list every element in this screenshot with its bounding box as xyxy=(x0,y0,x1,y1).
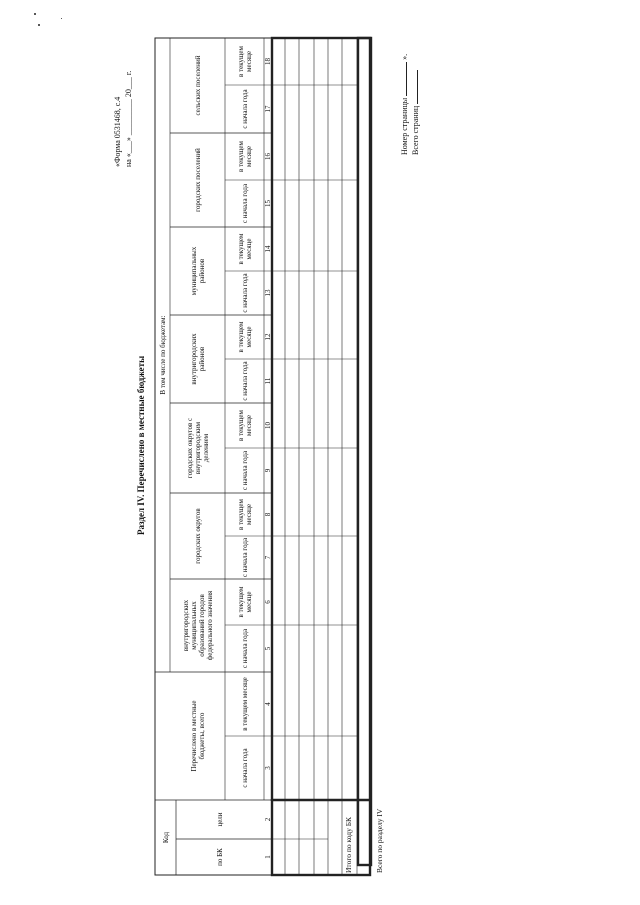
column-number: 15 xyxy=(264,200,272,207)
header-kod: Код xyxy=(161,831,170,844)
subheader-start-3: с начала года xyxy=(240,748,249,788)
column-number: 6 xyxy=(264,600,272,604)
group-header-selskikh-poselenii: сельских поселений xyxy=(193,55,202,116)
page-total-line xyxy=(411,70,420,155)
subheader-start-7: с начала года xyxy=(240,537,249,578)
subheader-start-13: с начала года xyxy=(240,273,249,313)
column-number: 3 xyxy=(264,766,272,770)
group-header-vnutrigorodskikh-raionov: внутригородских районов xyxy=(189,333,206,385)
column-number: 7 xyxy=(264,555,272,560)
subheader-start-15: с начала года xyxy=(240,183,249,224)
subheader-month-14: в текущем месяце xyxy=(236,233,253,265)
subheader-month-8: в текущем месяце xyxy=(236,499,253,530)
subheader-month-12: в текущем месяце xyxy=(236,321,253,353)
header-v-tom-chisle: В том числе по бюджетам: xyxy=(158,315,167,395)
header-tseli: цели xyxy=(216,812,224,827)
column-number: 1 xyxy=(264,855,272,859)
group-header-go-s-delenием: городских округов с внутригородским делением xyxy=(185,417,210,479)
group-header-munitsipalnykh-raionov: муниципальных районов xyxy=(189,246,206,296)
group-header-gorodskikh-poselenii: городских поселений xyxy=(193,148,202,212)
column-number: 2 xyxy=(264,817,272,822)
column-number: 14 xyxy=(264,245,272,253)
column-number: 9 xyxy=(264,468,272,473)
subheader-start-11: с начала года xyxy=(240,361,249,401)
page-total-label: Всего страниц xyxy=(411,105,420,155)
subheader-start-17: с начала года xyxy=(240,89,249,129)
column-number: 18 xyxy=(264,58,272,65)
column-number: 4 xyxy=(264,702,272,706)
page-number-label: Номер страницы xyxy=(400,97,409,155)
row-vsego-po-razdelu: Всего по разделу IV xyxy=(375,808,384,873)
report-date-line: на «___» _________ 20___ г. xyxy=(124,70,133,167)
row-itogo-po-kodu-bk: Итого по коду БК xyxy=(344,816,353,873)
page-number-line xyxy=(400,54,409,155)
header-po-bk: по БК xyxy=(216,848,224,866)
subheader-start-5: с начала года xyxy=(240,628,249,669)
subheader-month-6: в текущем месяце xyxy=(236,586,253,618)
form-code: «Форма 0531468, с.4 xyxy=(113,96,122,167)
subheader-month-10: в текущем месяце xyxy=(236,410,253,441)
header-total: Перечислено в местные бюджеты, всего xyxy=(189,700,206,772)
column-number: 11 xyxy=(264,377,272,385)
subheader-start-9: с начала года xyxy=(240,450,249,491)
subheader-month-18: в текущем месяце xyxy=(236,46,253,77)
column-number: 17 xyxy=(264,105,272,113)
column-number: 10 xyxy=(264,422,272,429)
column-number: 5 xyxy=(264,646,272,651)
subheader-month-16: в текущем месяце xyxy=(236,141,253,172)
column-number: 8 xyxy=(264,512,272,517)
group-header-vnutrigorodskikh-mo: внутригородских муниципальных образований городов федерального значения xyxy=(181,590,214,661)
group-header-gorodskikh-okrugov: городских округов xyxy=(193,508,202,564)
column-number: 16 xyxy=(264,153,272,160)
column-number: 12 xyxy=(264,333,272,341)
closing-mark: ». xyxy=(400,53,409,60)
subheader-month-4: в текущем месяце xyxy=(240,677,249,731)
section-title: Раздел IV. Перечислено в местные бюджеты xyxy=(136,355,146,535)
column-number: 13 xyxy=(264,289,272,297)
